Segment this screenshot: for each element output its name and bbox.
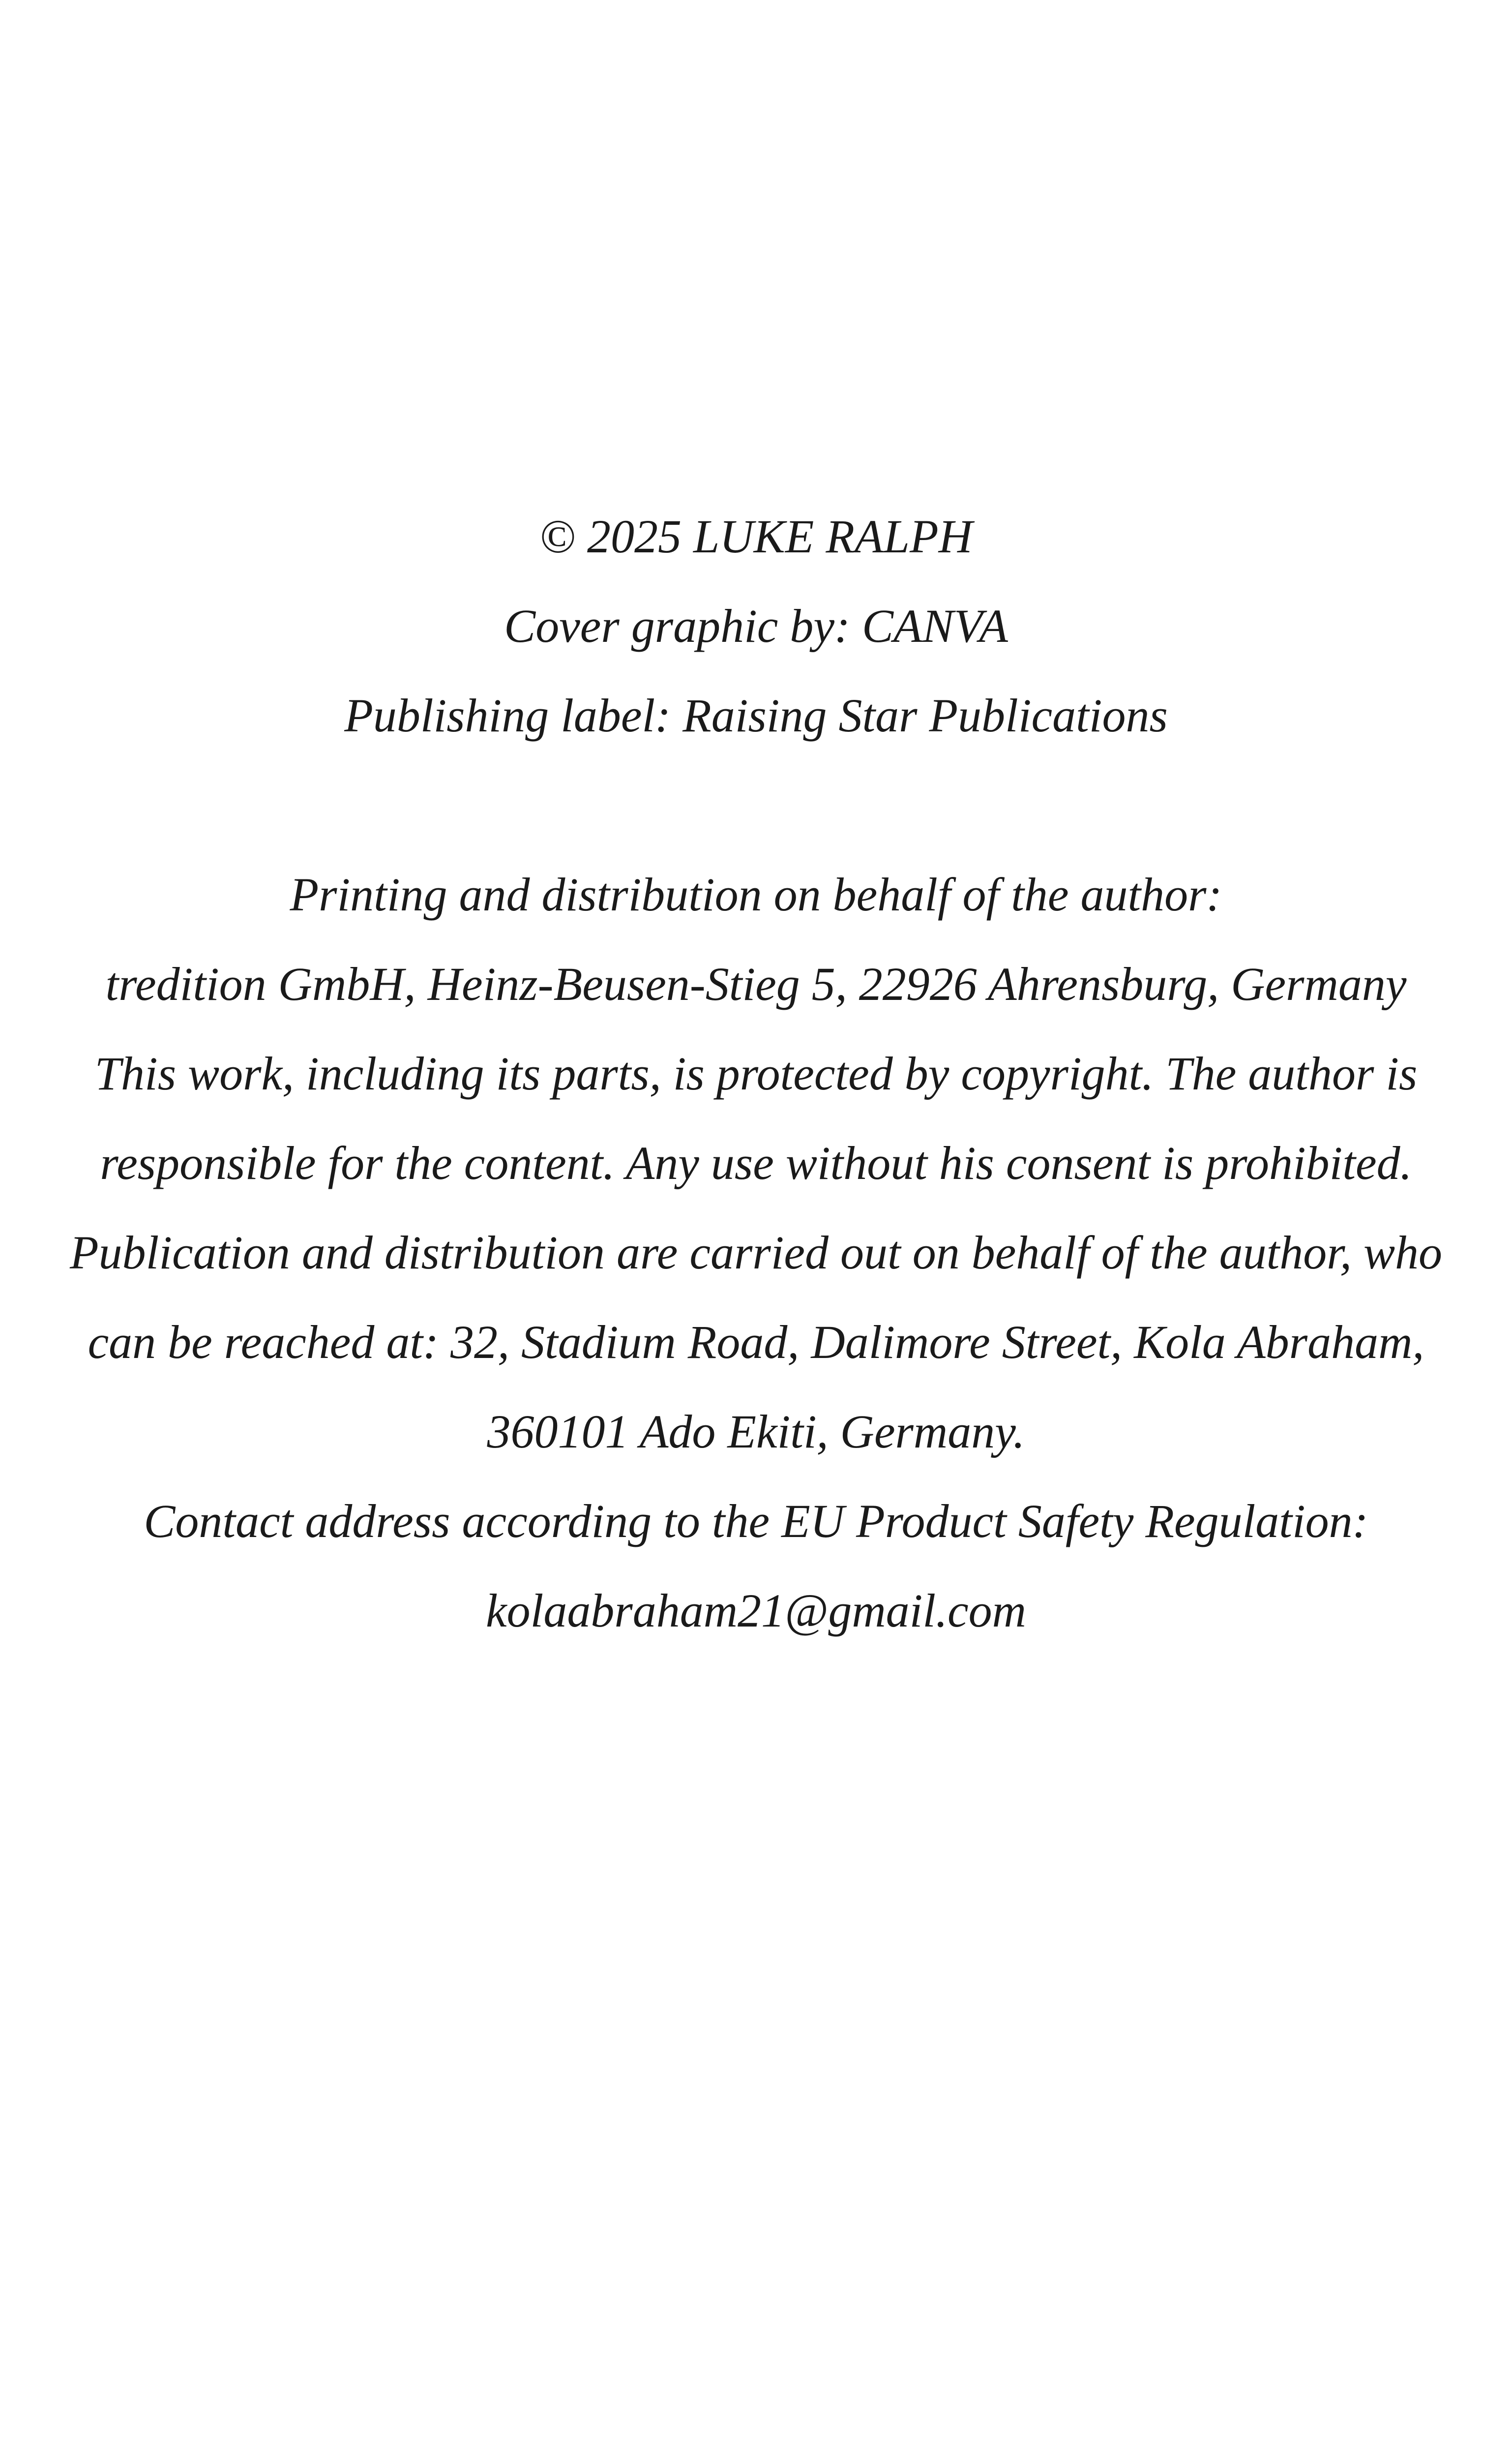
copyright-notice-line-1: This work, including its parts, is protected by copyright. The author is (94, 1047, 1418, 1100)
contact-email: kolaabraham21@gmail.com (486, 1584, 1026, 1637)
contact-heading: Contact address according to the EU Product Safety Regulation: (144, 1495, 1368, 1547)
publishing-label: Publishing label: Raising Star Publications (344, 689, 1168, 742)
copyright-notice-line-2: responsible for the content. Any use without his consent is prohibited. (100, 1137, 1412, 1189)
publication-note-line-2: can be reached at: 32, Stadium Road, Dalimore Street, Kola Abraham, (88, 1316, 1424, 1368)
copyright-line: © 2025 LUKE RALPH (539, 510, 973, 563)
imprint-block (0, 492, 1512, 1656)
printer-address: tredition GmbH, Heinz-Beusen-Stieg 5, 22926 Ahrensburg, Germany (105, 958, 1407, 1010)
cover-graphic-credit: Cover graphic by: CANVA (504, 600, 1008, 652)
publication-note-line-3: 360101 Ado Ekiti, Germany. (487, 1405, 1025, 1458)
printing-distribution-heading: Printing and distribution on behalf of the author: (290, 868, 1222, 921)
paragraph-spacer (0, 760, 1512, 850)
publication-note-line-1: Publication and distribution are carried out on behalf of the author, who (69, 1226, 1443, 1279)
